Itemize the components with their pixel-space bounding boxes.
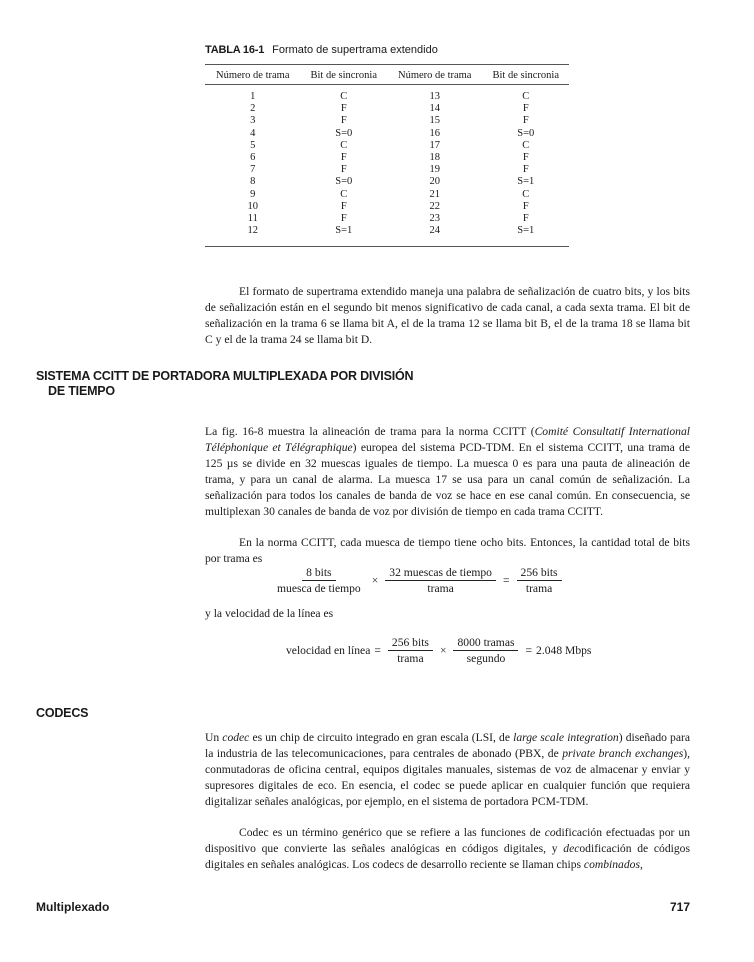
frame-number-cell: 14	[429, 103, 440, 115]
frame-number-cell: 5	[250, 139, 256, 151]
frame-number-cell: 16	[429, 127, 440, 139]
numerator: 256 bits	[388, 636, 433, 651]
sync-bit-cell: S=0	[335, 176, 353, 188]
sync-bit-cell: C	[340, 188, 348, 200]
sync-bit-cell: F	[522, 200, 529, 212]
denominator: trama	[525, 582, 553, 595]
frame-number-cell: 9	[250, 188, 256, 200]
italic-text: Comité Consultatif International Téléphonique et Télégraphique	[205, 425, 690, 454]
heading-line: DE TIEMPO	[48, 384, 115, 398]
operator: =	[374, 644, 381, 657]
sync-bit-cell: F	[340, 103, 347, 115]
italic-text: co	[544, 826, 556, 839]
frame-number-cell: 24	[387, 225, 483, 247]
table-title: Formato de supertrama extendido	[272, 44, 438, 56]
text-segment: odificación de códigos digitales en señales analógicas. Los codecs de desarrollo reciente se llaman chips	[205, 841, 690, 871]
table-row	[205, 128, 569, 140]
frame-number-cell: 10	[247, 200, 259, 212]
sync-bit-cell: F	[522, 152, 529, 164]
italic-text: dec	[563, 841, 580, 855]
table-caption	[205, 44, 438, 56]
sync-bit-cell: C	[522, 139, 530, 151]
sync-bit-cell: S=1	[301, 225, 387, 247]
frame-number-cell: 4	[250, 127, 256, 139]
equation-bits-per-frame	[270, 566, 565, 595]
fraction	[388, 636, 433, 665]
frame-number-cell: 11	[247, 213, 258, 225]
table-row	[205, 164, 569, 176]
column-header: Número de trama	[205, 65, 301, 85]
table-row	[205, 213, 569, 225]
text-segment: La fig. 16-8 muestra la alineación de trama para la norma CCITT (	[205, 425, 535, 438]
denominator: trama	[397, 652, 424, 665]
text-segment: En la norma CCITT, cada muesca de tiempo tiene ocho bits. Entonces, la cantidad total de bits por trama es	[205, 536, 690, 565]
sync-bit-cell: F	[340, 200, 347, 212]
italic-text: codec	[222, 731, 250, 744]
sync-bit-cell: F	[340, 213, 347, 225]
frame-number-cell: 12	[205, 225, 301, 247]
table-row	[205, 225, 569, 247]
sync-bit-cell: C	[340, 139, 348, 151]
sync-bit-cell: F	[522, 164, 529, 176]
text-segment: es un chip de circuito integrado en gran escala (LSI, de	[249, 731, 514, 744]
paragraph-line-speed: y la velocidad de la línea es	[205, 607, 334, 620]
operator: =	[502, 574, 510, 587]
paragraph-bits	[205, 535, 690, 567]
frame-number-cell: 17	[429, 139, 440, 151]
text-segment: dificación efectuadas por un dispositivo que convierte las señales analógicas en códigos digitales, y	[205, 826, 690, 855]
fraction	[385, 566, 496, 595]
numerator: 32 muescas de tiempo	[385, 566, 496, 581]
paragraph-ccitt	[205, 424, 690, 519]
sync-bit-cell: F	[340, 152, 347, 164]
sync-bit-cell: S=1	[517, 176, 535, 188]
frame-number-cell: 15	[429, 115, 440, 127]
operator: =	[525, 644, 533, 657]
denominator: segundo	[466, 652, 506, 665]
table-row	[205, 189, 569, 201]
italic-text: private branch exchanges	[562, 746, 684, 760]
page-number: 717	[669, 900, 690, 914]
sync-bit-cell: S=0	[335, 127, 353, 139]
table-row	[205, 140, 569, 152]
sync-bit-cell: S=1	[483, 225, 569, 247]
column-header: Bit de sincronia	[483, 65, 569, 85]
sync-bit-cell: C	[522, 91, 530, 102]
frame-number-cell: 19	[429, 164, 440, 176]
footer-section-name: Multiplexado	[36, 900, 110, 914]
frame-number-cell: 22	[429, 200, 440, 212]
superframe-table	[205, 64, 569, 247]
text-segment: ), conmutadoras de oficina central, equipos digitales manuales, sistemas de voz de almacenar y enviar y supresores digitales de eco. En esencia, el codec se puede aplicar en cualquier función que requiera digitalizar señales analógicas, por ejemplo, en el sistema de portadora PCM-TDM.	[205, 746, 690, 808]
table-row	[205, 103, 569, 115]
sync-bit-cell: F	[340, 115, 347, 127]
sync-bit-cell: C	[522, 188, 530, 200]
sync-bit-cell: F	[522, 103, 529, 115]
operator: ×	[439, 644, 447, 657]
heading-line: SISTEMA CCITT DE PORTADORA MULTIPLEXADA POR DIVISIÓN	[36, 369, 414, 383]
table-row	[205, 152, 569, 164]
equation-lhs: velocidad en línea	[286, 644, 371, 657]
table-row	[205, 85, 569, 104]
frame-number-cell: 21	[429, 188, 440, 200]
table-row	[205, 176, 569, 188]
numerator: 256 bits	[517, 566, 562, 581]
paragraph-codec-generic	[205, 825, 690, 873]
text-segment: El formato de supertrama extendido maneja una palabra de señalización de cuatro bits, y los bits de señalización están en el segundo bit menos significativo de cada canal, a cada sexta trama. El bit de señalización en la trama 6 se llama bit A, el de la trama 12 se llama bit B, el de la trama 18 se llama bit C y el de la trama 24 se llama bit D.	[205, 285, 690, 346]
frame-number-cell: 13	[429, 91, 440, 102]
fraction	[273, 566, 365, 595]
frame-number-cell: 23	[429, 213, 440, 225]
frame-number-cell: 2	[250, 103, 256, 115]
section-heading-codecs: CODECS	[36, 706, 89, 720]
equation-line-speed	[286, 636, 591, 665]
sync-bit-cell: S=0	[517, 127, 535, 139]
fraction	[517, 566, 562, 595]
denominator: muesca de tiempo	[277, 582, 361, 595]
section-heading-ccitt	[36, 369, 413, 399]
italic-text: large scale integration	[513, 731, 619, 744]
column-header: Número de trama	[387, 65, 483, 85]
sync-bit-cell: F	[522, 115, 529, 127]
table-row	[205, 115, 569, 127]
paragraph-codec-definition	[205, 730, 690, 810]
equation-result: 2.048 Mbps	[536, 644, 592, 657]
table-header-row	[205, 65, 569, 85]
column-header: Bit de sincronia	[301, 65, 387, 85]
fraction	[453, 636, 518, 665]
text-segment: Codec es un término genérico que se refiere a las funciones de	[239, 826, 545, 839]
denominator: trama	[427, 582, 454, 595]
table-label: TABLA 16-1	[205, 44, 265, 56]
sync-bit-cell: F	[340, 164, 347, 176]
frame-number-cell: 3	[250, 115, 256, 127]
numerator: 8 bits	[302, 566, 335, 581]
frame-number-cell: 8	[250, 176, 256, 188]
sync-bit-cell: F	[522, 213, 529, 225]
operator: ×	[371, 574, 379, 587]
frame-number-cell: 1	[250, 91, 256, 102]
paragraph-superframe	[205, 284, 690, 348]
frame-number-cell: 20	[429, 176, 440, 188]
text-segment: ) europea del sistema PCD-TDM. En el sistema CCITT, una trama de 125 µs se divide en 32 muescas iguales de tiempo. La muesca 0 es para una pauta de alineación de trama, y para un canal de alarma. La muesca 17 se usa para un canal común de señalización. La señalización para todos los canales de banda de voz se hace en ese canal común. En consecuencia, se multiplexan 30 canales de banda de voz por división de tiempo en cada trama CCITT.	[205, 440, 690, 518]
frame-number-cell: 7	[250, 164, 256, 176]
frame-number-cell: 6	[250, 152, 256, 164]
table-row	[205, 201, 569, 213]
sync-bit-cell: C	[340, 91, 348, 102]
frame-number-cell: 18	[429, 152, 440, 164]
text-segment: ,	[639, 857, 643, 871]
italic-text: combinados	[583, 857, 640, 871]
text-segment: ) diseñado para la industria de las telecomunicaciones, para centrales de abonado (PBX, de	[205, 731, 690, 760]
text-segment: Un	[205, 731, 223, 744]
numerator: 8000 tramas	[453, 636, 518, 651]
